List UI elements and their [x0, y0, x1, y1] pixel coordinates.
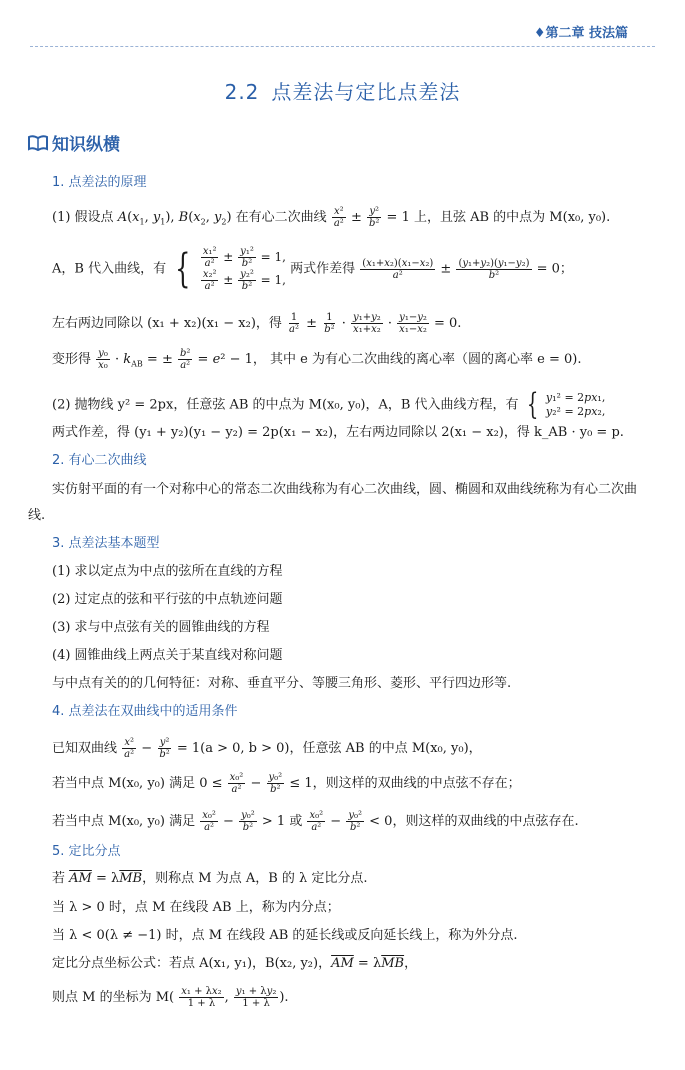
s4-line-1: 已知双曲线 $\frac{\text{x²}}{\text{a²}}$ − $\frac{\text{y²}}{\text{b²}}$ = 1(a > 0, b > 0)，任意弦 AB 的中点 M(x₀, y₀)， — [52, 737, 482, 760]
s5-l4: 定比分点坐标公式：若点 A(x₁, y₁)，B(x₂, y₂)， — [52, 956, 332, 971]
s4-line-3: 若当中点 M(x₀, y₀) 满足 $\frac{\text{x₀²}}{\text{a²}}$ − $\frac{\text{y₀²}}{\text{b²}}$ > 1 或 $\frac{\text{x₀²}}{\text{a²}}$ − $\frac{\text{y₀²}}{\text{b²}}$ < 0，则这样的双曲线的中点弦存在. — [52, 810, 579, 833]
s4-l1a: 已知双曲线 — [52, 741, 118, 756]
s2-paragraph: 实仿射平面的有一个对称中心的常态二次曲线称为有心二次曲线，圆、椭圆和双曲线统称为有心二次曲线. — [28, 482, 638, 523]
s5-line-3: 当 λ < 0(λ ≠ −1) 时，点 M 在线段 AB 的延长线或反向延长线上，称为外分点. — [52, 928, 518, 943]
s5-line-1: 若 $\overline{AM} = \lambda\overline{MB}$，则称点 M 为点 A，B 的 λ 定比分点. — [52, 871, 368, 886]
s5-line-2: 当 λ > 0 时，点 M 在线段 AB 上，称为内分点； — [52, 900, 340, 915]
s1-line-5: (2) 抛物线 y² = 2px，任意弦 AB 的中点为 M(x₀, y₀)，A，B 代入曲线方程，有 { y₁² = 2px₁, y₂² = 2px₂, — [52, 387, 606, 422]
s1-line-2: A，B 代入曲线，有 { $\frac{\text{x₁²}}{\text{a²}}$ ± $\frac{\text{y₁²}}{\text{b²}}$ = 1, $\frac{\text{x₂²}}{\text{a²}}$ ± $\frac{\text{y₂²}}{\text{b²}}$ = 1, 两式作差得 $\frac{\text{(x₁+x₂)(x₁−x₂)}}{\text{a²}}$ ± $\frac{\text{(y₁+y₂)(y₁−y₂)}}{\text{b²}}$ = 0； — [52, 246, 573, 292]
s1-line-6: 两式作差，得 (y₁ + y₂)(y₁ − y₂) = 2p(x₁ − x₂)，左右两边同除以 2(x₁ − x₂)，得 k_AB · y₀ = p. — [52, 425, 624, 440]
s4-line-2: 若当中点 M(x₀, y₀) 满足 0 ≤ $\frac{\text{x₀²}}{\text{a²}}$ − $\frac{\text{y₀²}}{\text{b²}}$ ≤ 1，则这样的双曲线的中点弦不存在； — [52, 772, 521, 795]
header-divider — [30, 46, 655, 47]
s1-l2a: A，B 代入曲线，有 — [52, 261, 167, 277]
subsection-5-heading: 5. 定比分点 — [52, 844, 121, 859]
page-title — [0, 76, 685, 105]
book-icon — [28, 135, 48, 151]
s3-item-2: (2) 过定点的弦和平行弦的中点轨迹问题 — [52, 592, 283, 607]
subsection-2-heading: 2. 有心二次曲线 — [52, 453, 147, 468]
s3-item-3: (3) 求与中点弦有关的圆锥曲线的方程 — [52, 620, 270, 635]
subsection-3-heading: 3. 点差法基本题型 — [52, 536, 160, 551]
subsection-4-heading: 4. 点差法在双曲线中的适用条件 — [52, 704, 238, 719]
s1-l5a: (2) 抛物线 y² = 2px，任意弦 AB 的中点为 M(x₀, y₀)，A，B 代入曲线方程，有 — [52, 397, 519, 413]
s5-line-5: 则点 M 的坐标为 M( $\frac{\text{x₁ + λx₂}}{1 + \lambda}$ , $\frac{\text{y₁ + λy₂}}{1 + \lambda}$ ). — [52, 986, 289, 1009]
s1-l1b: 在有心二次曲线 — [235, 210, 327, 225]
s1-line-3: 左右两边同除以 (x₁ + x₂)(x₁ − x₂)，得 $\frac{1}{\text{a²}}$ ± $\frac{1}{\text{b²}}$ · $\frac{\text{y₁+y₂}}{\text{x₁+x₂}}$ · $\frac{\text{y₁−y₂}}{\text{x₁−x₂}}$ = 0. — [52, 312, 462, 335]
s1-l1a: (1) 假设点 — [52, 210, 118, 225]
chapter-tag: ♦第二章 技法篇 — [533, 26, 628, 41]
page-header — [0, 0, 685, 48]
s3-item-1: (1) 求以定点为中点的弦所在直线的方程 — [52, 564, 283, 579]
s1-l3a: 左右两边同除以 (x₁ + x₂)(x₁ − x₂)，得 — [52, 316, 282, 331]
s1-l2b: 两式作差得 — [290, 261, 356, 277]
knowledge-heading — [28, 130, 120, 155]
knowledge-heading-text: 知识纵横 — [52, 135, 120, 155]
section-title: 点差法与定比点差法 — [271, 80, 461, 104]
s1-l4b: 其中 e 为有心二次曲线的离心率（圆的离心率 e = 0). — [270, 352, 582, 367]
s4-l3c: < 0，则这样的双曲线的中点弦存在. — [369, 814, 579, 829]
s1-l1c: 上，且弦 AB 的中点为 M(x₀, y₀). — [413, 210, 611, 225]
s4-l1b: = 1(a > 0, b > 0)，任意弦 AB 的中点 M(x₀, y₀)， — [176, 741, 482, 756]
s4-l3b: > 1 或 — [261, 814, 303, 829]
s4-l2b: ≤ 1，则这样的双曲线的中点弦不存在； — [289, 776, 521, 791]
subsection-1-heading: 1. 点差法的原理 — [52, 175, 147, 190]
s1-line-1: (1) 假设点 $A(x_1$, $y_1$), $B(x_2$, $y_2$) 在有心二次曲线 $\frac{\text{x²}}{\text{a²}}$ ± $\frac{\text{y²}}{\text{b²}}$ = 1 上，且弦 AB 的中点为 M(x₀, y₀). — [52, 206, 611, 229]
s1-line-4: 变形得 $\frac{\text{y₀}}{\text{x₀}}$ · $k_{AB}$ = ± $\frac{\text{b²}}{\text{a²}}$ = e² − 1， 其中 e 为有心二次曲线的离心率（圆的离心率 e = 0). — [52, 348, 582, 371]
s3-item-5: 与中点有关的的几何特征：对称、垂直平分、等腰三角形、菱形、平行四边形等. — [52, 676, 512, 691]
s1-l4a: 变形得 — [52, 352, 92, 367]
s5-l1: ，则称点 M 为点 A，B 的 λ 定比分点. — [142, 871, 368, 886]
s3-item-4: (4) 圆锥曲线上两点关于某直线对称问题 — [52, 648, 283, 663]
s4-l2a: 若当中点 M(x₀, y₀) 满足 0 ≤ — [52, 776, 223, 791]
s5-line-4: 定比分点坐标公式：若点 A(x₁, y₁)，B(x₂, y₂)，$\overline{AM} = \lambda\overline{MB}$， — [52, 956, 418, 971]
s5-l5: 则点 M 的坐标为 M — [52, 990, 170, 1005]
section-number: 2.2 — [224, 80, 260, 104]
s4-l3a: 若当中点 M(x₀, y₀) 满足 — [52, 814, 196, 829]
